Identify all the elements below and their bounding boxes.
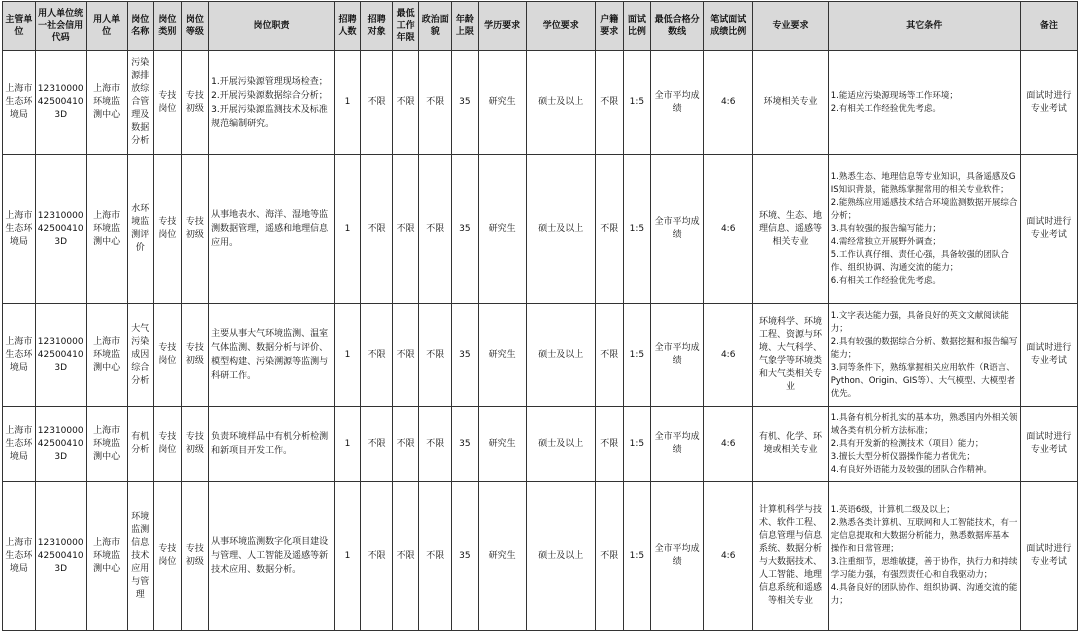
cell-target: 不限 [361,304,393,407]
cell-degree: 硕士及以上 [526,51,595,155]
cell-degree: 硕士及以上 [526,304,595,407]
cell-post: 水环境监测评价 [127,155,154,304]
cell-target: 不限 [361,482,393,631]
cell-major: 环境科学、环境工程、资源与环境、大气科学、气象学等环境类和大气类相关专业 [753,304,829,407]
cell-years: 不限 [392,304,419,407]
header-age: 年龄上限 [452,2,479,51]
cell-conditions: 1.文字表达能力强，具备良好的英文文献阅读能力； 2.具有较强的数据综合分析、数据挖掘和报告编写能力； 3.同等条件下，熟练掌握相关应用软件（R语言、Python、Origin、GIS等）、大气模型、大模型者优先。 [828,304,1020,407]
cell-dept: 上海市生态环境局 [3,51,36,155]
cell-level: 专技初级 [181,155,209,304]
cell-politics: 不限 [419,51,452,155]
cell-count: 1 [334,482,361,631]
cell-duties: 从事地表水、海洋、湿地等监测数据管理，遥感和地理信息应用。 [209,155,335,304]
cell-politics: 不限 [419,304,452,407]
cell-hukou: 不限 [596,51,624,155]
cell-code: 1231000042500410 3D [35,51,86,155]
cell-ratio: 1:5 [623,304,651,407]
header-years: 最低工作年限 [392,2,419,51]
cell-age: 35 [452,304,479,407]
cell-weight: 4:6 [704,482,753,631]
cell-code: 1231000042500410 3D [35,407,86,482]
cell-hukou: 不限 [596,155,624,304]
cell-post: 污染源排放综合管理及数据分析 [127,51,154,155]
cell-count: 1 [334,51,361,155]
header-count: 招聘人数 [334,2,361,51]
header-row [3,2,1078,51]
cell-count: 1 [334,304,361,407]
header-education: 学历要求 [478,2,526,51]
cell-post: 有机分析 [127,407,154,482]
cell-remark: 面试时进行专业考试 [1020,482,1077,631]
cell-remark: 面试时进行专业考试 [1020,304,1077,407]
cell-conditions: 1.具备有机分析扎实的基本功，熟悉国内外相关领域各类有机分析方法标准； 2.具有开发新的检测技术（项目）能力； 3.擅长大型分析仪器操作能力者优先； 4.有良好外语能力及较强的团队合作精神。 [828,407,1020,482]
table-row [3,304,1078,407]
cell-conditions: 1.能适应污染源现场等工作环境； 2.有相关工作经验优先考虑。 [828,51,1020,155]
cell-employer: 上海市环境监测中心 [86,51,127,155]
cell-degree: 硕士及以上 [526,407,595,482]
cell-years: 不限 [392,51,419,155]
cell-hukou: 不限 [596,407,624,482]
cell-code: 1231000042500410 3D [35,482,86,631]
cell-politics: 不限 [419,482,452,631]
cell-age: 35 [452,407,479,482]
cell-degree: 硕士及以上 [526,155,595,304]
cell-category: 专技岗位 [154,304,182,407]
header-duties: 岗位职责 [209,2,335,51]
header-level: 岗位等级 [181,2,209,51]
cell-level: 专技初级 [181,51,209,155]
table-row [3,155,1078,304]
cell-employer: 上海市环境监测中心 [86,407,127,482]
cell-hukou: 不限 [596,304,624,407]
header-degree: 学位要求 [526,2,595,51]
table-row [3,482,1078,631]
cell-target: 不限 [361,407,393,482]
cell-weight: 4:6 [704,51,753,155]
header-employer: 用人单位 [86,2,127,51]
cell-dept: 上海市生态环境局 [3,407,36,482]
cell-category: 专技岗位 [154,51,182,155]
cell-level: 专技初级 [181,482,209,631]
cell-score: 全市平均成绩 [651,304,704,407]
cell-education: 研究生 [478,51,526,155]
cell-dept: 上海市生态环境局 [3,155,36,304]
header-ratio: 面试比例 [623,2,651,51]
cell-score: 全市平均成绩 [651,482,704,631]
cell-weight: 4:6 [704,304,753,407]
cell-score: 全市平均成绩 [651,51,704,155]
cell-duties: 从事环境监测数字化项目建设与管理、人工智能及遥感等新技术应用、数据分析。 [209,482,335,631]
recruitment-table [2,1,1078,631]
cell-level: 专技初级 [181,407,209,482]
cell-degree: 硕士及以上 [526,482,595,631]
cell-score: 全市平均成绩 [651,407,704,482]
header-dept: 主管单位 [3,2,36,51]
cell-years: 不限 [392,482,419,631]
cell-age: 35 [452,51,479,155]
header-category: 岗位类别 [154,2,182,51]
cell-ratio: 1:5 [623,407,651,482]
header-conditions: 其它条件 [828,2,1020,51]
header-target: 招聘对象 [361,2,393,51]
cell-education: 研究生 [478,155,526,304]
cell-duties: 主要从事大气环境监测、温室气体监测、数据分析与评价、模型构建、污染溯源等监测与科研工作。 [209,304,335,407]
cell-years: 不限 [392,407,419,482]
cell-hukou: 不限 [596,482,624,631]
cell-post: 环境监测信息技术应用与管理 [127,482,154,631]
cell-education: 研究生 [478,482,526,631]
header-weight: 笔试面试成绩比例 [704,2,753,51]
header-hukou: 户籍要求 [596,2,624,51]
cell-code: 1231000042500410 3D [35,155,86,304]
cell-category: 专技岗位 [154,407,182,482]
cell-education: 研究生 [478,407,526,482]
cell-weight: 4:6 [704,407,753,482]
cell-code: 1231000042500410 3D [35,304,86,407]
cell-conditions: 1.英语6级，计算机二级及以上； 2.熟悉各类计算机、互联网和人工智能技术，有一定信息提取和大数据分析能力，熟悉数据库基本操作和日常管理； 3.注重细节，思维敏捷，善于协作，执行力和持续学习能力强，有强烈责任心和自我驱动力； 4.具备良好的团队协作、组织协调、沟通交流的能力； [828,482,1020,631]
cell-duties: 负责环境样品中有机分析检测和新项目开发工作。 [209,407,335,482]
cell-ratio: 1:5 [623,155,651,304]
cell-major: 环境相关专业 [753,51,829,155]
cell-politics: 不限 [419,155,452,304]
cell-major: 有机、化学、环境或相关专业 [753,407,829,482]
cell-post: 大气污染成因综合分析 [127,304,154,407]
table-row [3,51,1078,155]
cell-politics: 不限 [419,407,452,482]
cell-employer: 上海市环境监测中心 [86,304,127,407]
header-code: 用人单位统一社会信用代码 [35,2,86,51]
cell-conditions: 1.熟悉生态、地理信息等专业知识，具备遥感及GIS知识背景，能熟练掌握常用的相关专业软件； 2.能熟练应用遥感技术结合环境监测数据开展综合分析； 3.具有较强的报告编写能力； 4.需经常独立开展野外调查； 5.工作认真仔细、责任心强，具备较强的团队合作、组织协调、沟通交流的能力； 6.有相关工作经验优先考虑。 [828,155,1020,304]
cell-count: 1 [334,155,361,304]
cell-dept: 上海市生态环境局 [3,482,36,631]
cell-remark: 面试时进行专业考试 [1020,407,1077,482]
cell-major: 环境、生态、地理信息、遥感等相关专业 [753,155,829,304]
header-politics: 政治面貌 [419,2,452,51]
cell-age: 35 [452,482,479,631]
table-row [3,407,1078,482]
cell-years: 不限 [392,155,419,304]
cell-category: 专技岗位 [154,155,182,304]
header-remark: 备注 [1020,2,1077,51]
cell-target: 不限 [361,51,393,155]
cell-count: 1 [334,407,361,482]
cell-weight: 4:6 [704,155,753,304]
cell-remark: 面试时进行专业考试 [1020,51,1077,155]
cell-ratio: 1:5 [623,51,651,155]
cell-ratio: 1:5 [623,482,651,631]
cell-score: 全市平均成绩 [651,155,704,304]
cell-target: 不限 [361,155,393,304]
cell-dept: 上海市生态环境局 [3,304,36,407]
header-post: 岗位名称 [127,2,154,51]
cell-age: 35 [452,155,479,304]
cell-education: 研究生 [478,304,526,407]
header-score: 最低合格分数线 [651,2,704,51]
header-major: 专业要求 [753,2,829,51]
cell-duties: 1.开展污染源管理现场检查； 2.开展污染源数据综合分析； 3.开展污染源监测技术及标准规范编制研究。 [209,51,335,155]
cell-employer: 上海市环境监测中心 [86,482,127,631]
cell-category: 专技岗位 [154,482,182,631]
cell-remark: 面试时进行专业考试 [1020,155,1077,304]
cell-major: 计算机科学与技术、软件工程、信息管理与信息系统、数据分析与大数据技术、人工智能、地理信息系统和遥感等相关专业 [753,482,829,631]
cell-employer: 上海市环境监测中心 [86,155,127,304]
cell-level: 专技初级 [181,304,209,407]
